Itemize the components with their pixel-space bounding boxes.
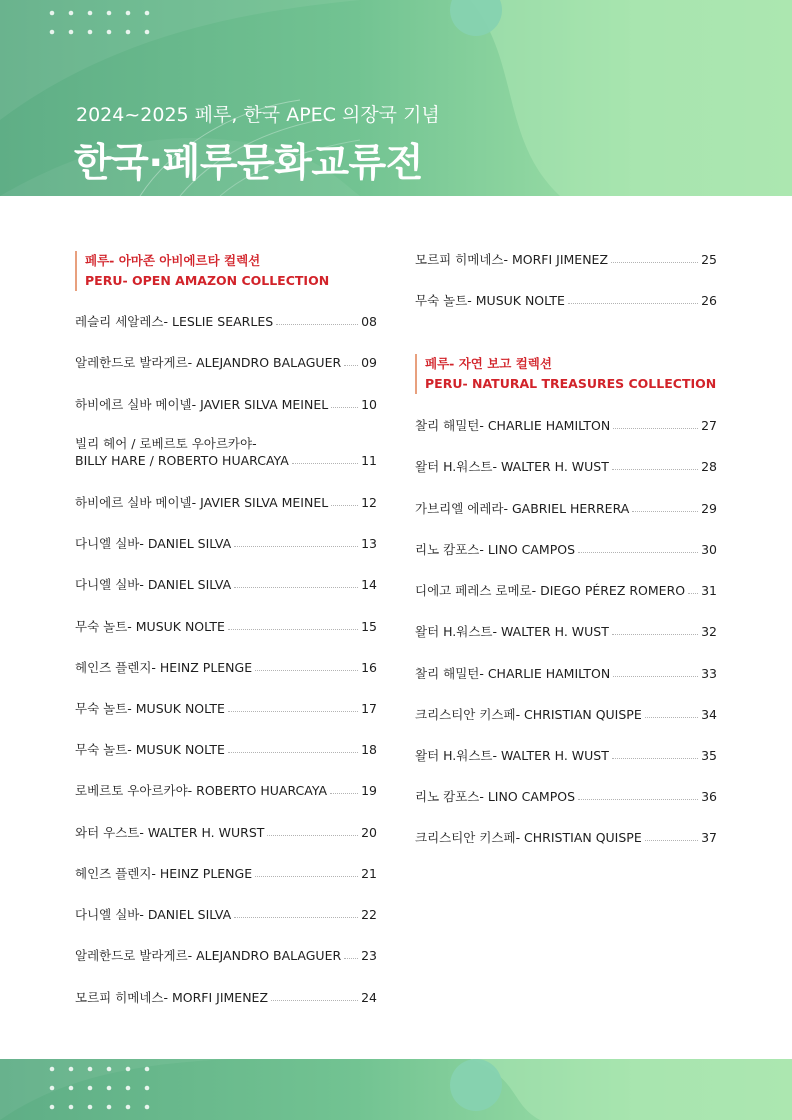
toc-entry-page: 30 [701,542,717,557]
dotted-leader [612,634,698,635]
dotted-leader [331,505,358,506]
toc-entry-page: 14 [361,577,377,592]
toc-entry[interactable] [75,354,377,371]
toc-entry-name: 왈터 H.워스트- WALTER H. WUST [415,624,609,639]
toc-entry[interactable] [415,665,717,682]
toc-entry-name: 무숙 놀트- MUSUK NOLTE [75,742,225,757]
toc-entry-page: 20 [361,825,377,840]
toc-entry[interactable] [75,906,377,923]
dotted-leader [344,365,358,366]
toc-entry-name: 무숙 놀트- MUSUK NOLTE [75,701,225,716]
toc-entry-page: 23 [361,948,377,963]
toc-entry-page: 15 [361,619,377,634]
toc-entry-page: 10 [361,397,377,412]
dotted-leader [578,552,698,553]
toc-entry-name: 빌리 헤어 / 로베르토 우아르카야- BILLY HARE / ROBERTO HUARCAYA [75,436,289,468]
dotted-leader [688,593,698,594]
toc-entry[interactable] [415,788,717,805]
toc-entry-name: 리노 캄포스- LINO CAMPOS [415,542,576,557]
toc-entry-page: 12 [361,495,377,510]
toc-entry[interactable] [75,741,377,758]
section-heading-open-amazon [75,251,329,291]
toc-entry-page: 32 [701,624,717,639]
toc-entry-page: 33 [701,666,717,681]
header-banner [0,0,792,196]
dotted-leader [613,428,698,429]
toc-entry[interactable] [75,576,377,593]
toc-entry-page: 35 [701,748,717,763]
toc-entry[interactable] [415,623,717,640]
toc-entry-page: 08 [361,314,377,329]
toc-entry-name: 디에고 페레스 로메로- DIEGO PÉREZ ROMERO [415,583,686,598]
toc-entry-page: 09 [361,355,377,370]
toc-entry-name: 다니엘 실바- DANIEL SILVA [75,907,232,922]
toc-entry[interactable] [415,582,717,599]
toc-entry[interactable] [415,500,717,517]
dotted-leader [234,917,358,918]
dotted-leader [228,629,358,630]
dotted-leader [612,469,698,470]
footer-banner [0,1059,792,1120]
toc-entry-page: 11 [361,453,377,468]
toc-entry-page: 19 [361,783,377,798]
section-title-kr: 페루- 자연 보고 컬렉션 [425,356,552,371]
toc-entry-page: 26 [701,293,717,308]
dotted-leader [234,546,358,547]
toc-entry[interactable] [75,435,377,469]
dotted-leader [611,262,698,263]
toc-entry[interactable] [415,747,717,764]
toc-entry[interactable] [415,706,717,723]
toc-entry-name: 리노 캄포스- LINO CAMPOS [415,789,576,804]
dotted-leader [228,711,358,712]
dotted-leader [612,758,698,759]
dotted-leader [234,587,358,588]
toc-entry[interactable] [415,292,717,309]
dotted-leader [331,407,358,408]
toc-entry-name: 모르피 히메네스- MORFI JIMENEZ [75,990,269,1005]
section-title-en: PERU- NATURAL TREASURES COLLECTION [425,376,717,391]
toc-entry-name: 크리스티안 키스페- CHRISTIAN QUISPE [415,707,642,722]
toc-entry-page: 17 [361,701,377,716]
dotted-leader [228,752,358,753]
toc-entry-name: 알레한드로 발라게르- ALEJANDRO BALAGUER [75,355,342,370]
dotted-leader [276,324,358,325]
toc-entry-name: 하비에르 실바 메이넬- JAVIER SILVA MEINEL [75,397,329,412]
toc-entry-page: 13 [361,536,377,551]
page-title: 한국·페루문화교류전 [74,141,423,186]
toc-entry-page: 36 [701,789,717,804]
toc-entry[interactable] [75,535,377,552]
toc-entry-name: 무숙 놀트- MUSUK NOLTE [415,293,565,308]
toc-entry-name: 찰리 해밀턴- CHARLIE HAMILTON [415,666,611,681]
toc-entry-name: 레슬리 세알레스- LESLIE SEARLES [75,314,274,329]
toc-entry-name: 하비에르 실바 메이넬- JAVIER SILVA MEINEL [75,495,329,510]
toc-entry-page: 16 [361,660,377,675]
toc-entry-page: 27 [701,418,717,433]
toc-entry-page: 18 [361,742,377,757]
dotted-leader [255,876,358,877]
dotted-leader [613,676,698,677]
toc-entry-name: 크리스티안 키스페- CHRISTIAN QUISPE [415,830,642,845]
toc-entry[interactable] [415,829,717,846]
toc-entry-page: 34 [701,707,717,722]
toc-entry-name: 가브리엘 에레라- GABRIEL HERRERA [415,501,630,516]
toc-entry[interactable] [75,396,377,413]
toc-entry-name: 무숙 놀트- MUSUK NOLTE [75,619,225,634]
toc-entry-name: 다니엘 실바- DANIEL SILVA [75,577,232,592]
toc-entry-page: 24 [361,990,377,1005]
section-title-kr: 페루- 아마존 아비에르타 컬렉션 [85,253,261,268]
toc-entry-name: 다니엘 실바- DANIEL SILVA [75,536,232,551]
toc-entry[interactable] [75,313,377,330]
toc-entry-name: 헤인즈 플렌지- HEINZ PLENGE [75,660,253,675]
dotted-leader [292,463,358,464]
dotted-leader [344,958,358,959]
toc-entry-page: 25 [701,252,717,267]
toc-entry-name: 와터 우스트- WALTER H. WURST [75,825,265,840]
toc-entry-name: 왈터 H.워스트- WALTER H. WUST [415,748,609,763]
toc-entry-name: 모르피 히메네스- MORFI JIMENEZ [415,252,609,267]
section-title-en: PERU- OPEN AMAZON COLLECTION [85,273,330,288]
dotted-leader [645,840,698,841]
toc-entry[interactable] [415,417,717,434]
toc-entry-page: 28 [701,459,717,474]
dotted-leader [568,303,698,304]
footer-decoration [0,1059,792,1120]
toc-entry[interactable] [75,947,377,964]
dotted-leader [330,793,358,794]
toc-entry[interactable] [415,251,717,268]
toc-entry-name: 왈터 H.워스트- WALTER H. WUST [415,459,609,474]
dotted-leader [645,717,698,718]
toc-entry[interactable] [75,865,377,882]
toc-entry[interactable] [75,618,377,635]
toc-entry-page: 31 [701,583,717,598]
toc-entry-page: 37 [701,830,717,845]
dotted-leader [267,835,358,836]
toc-entry-name: 헤인즈 플렌지- HEINZ PLENGE [75,866,253,881]
toc-entry[interactable] [415,541,717,558]
toc-entry-page: 22 [361,907,377,922]
toc-entry[interactable] [75,782,377,799]
toc-entry-name: 로베르토 우아르카야- ROBERTO HUARCAYA [75,783,328,798]
toc-entry[interactable] [75,494,377,511]
toc-entry-name: 알레한드로 발라게르- ALEJANDRO BALAGUER [75,948,342,963]
toc-entry-page: 29 [701,501,717,516]
toc-entry[interactable] [75,659,377,676]
toc-entry[interactable] [415,458,717,475]
dotted-leader [255,670,358,671]
toc-entry[interactable] [75,824,377,841]
toc-entry-name: 찰리 해밀턴- CHARLIE HAMILTON [415,418,611,433]
dotted-leader [271,1000,358,1001]
dotted-leader [578,799,698,800]
toc-entry[interactable] [75,700,377,717]
toc-entry-page: 21 [361,866,377,881]
section-heading-natural-treasures [415,354,716,394]
toc-entry[interactable] [75,989,377,1006]
dotted-leader [632,511,698,512]
header-subtitle: 2024~2025 페루, 한국 APEC 의장국 기념 [76,104,440,126]
